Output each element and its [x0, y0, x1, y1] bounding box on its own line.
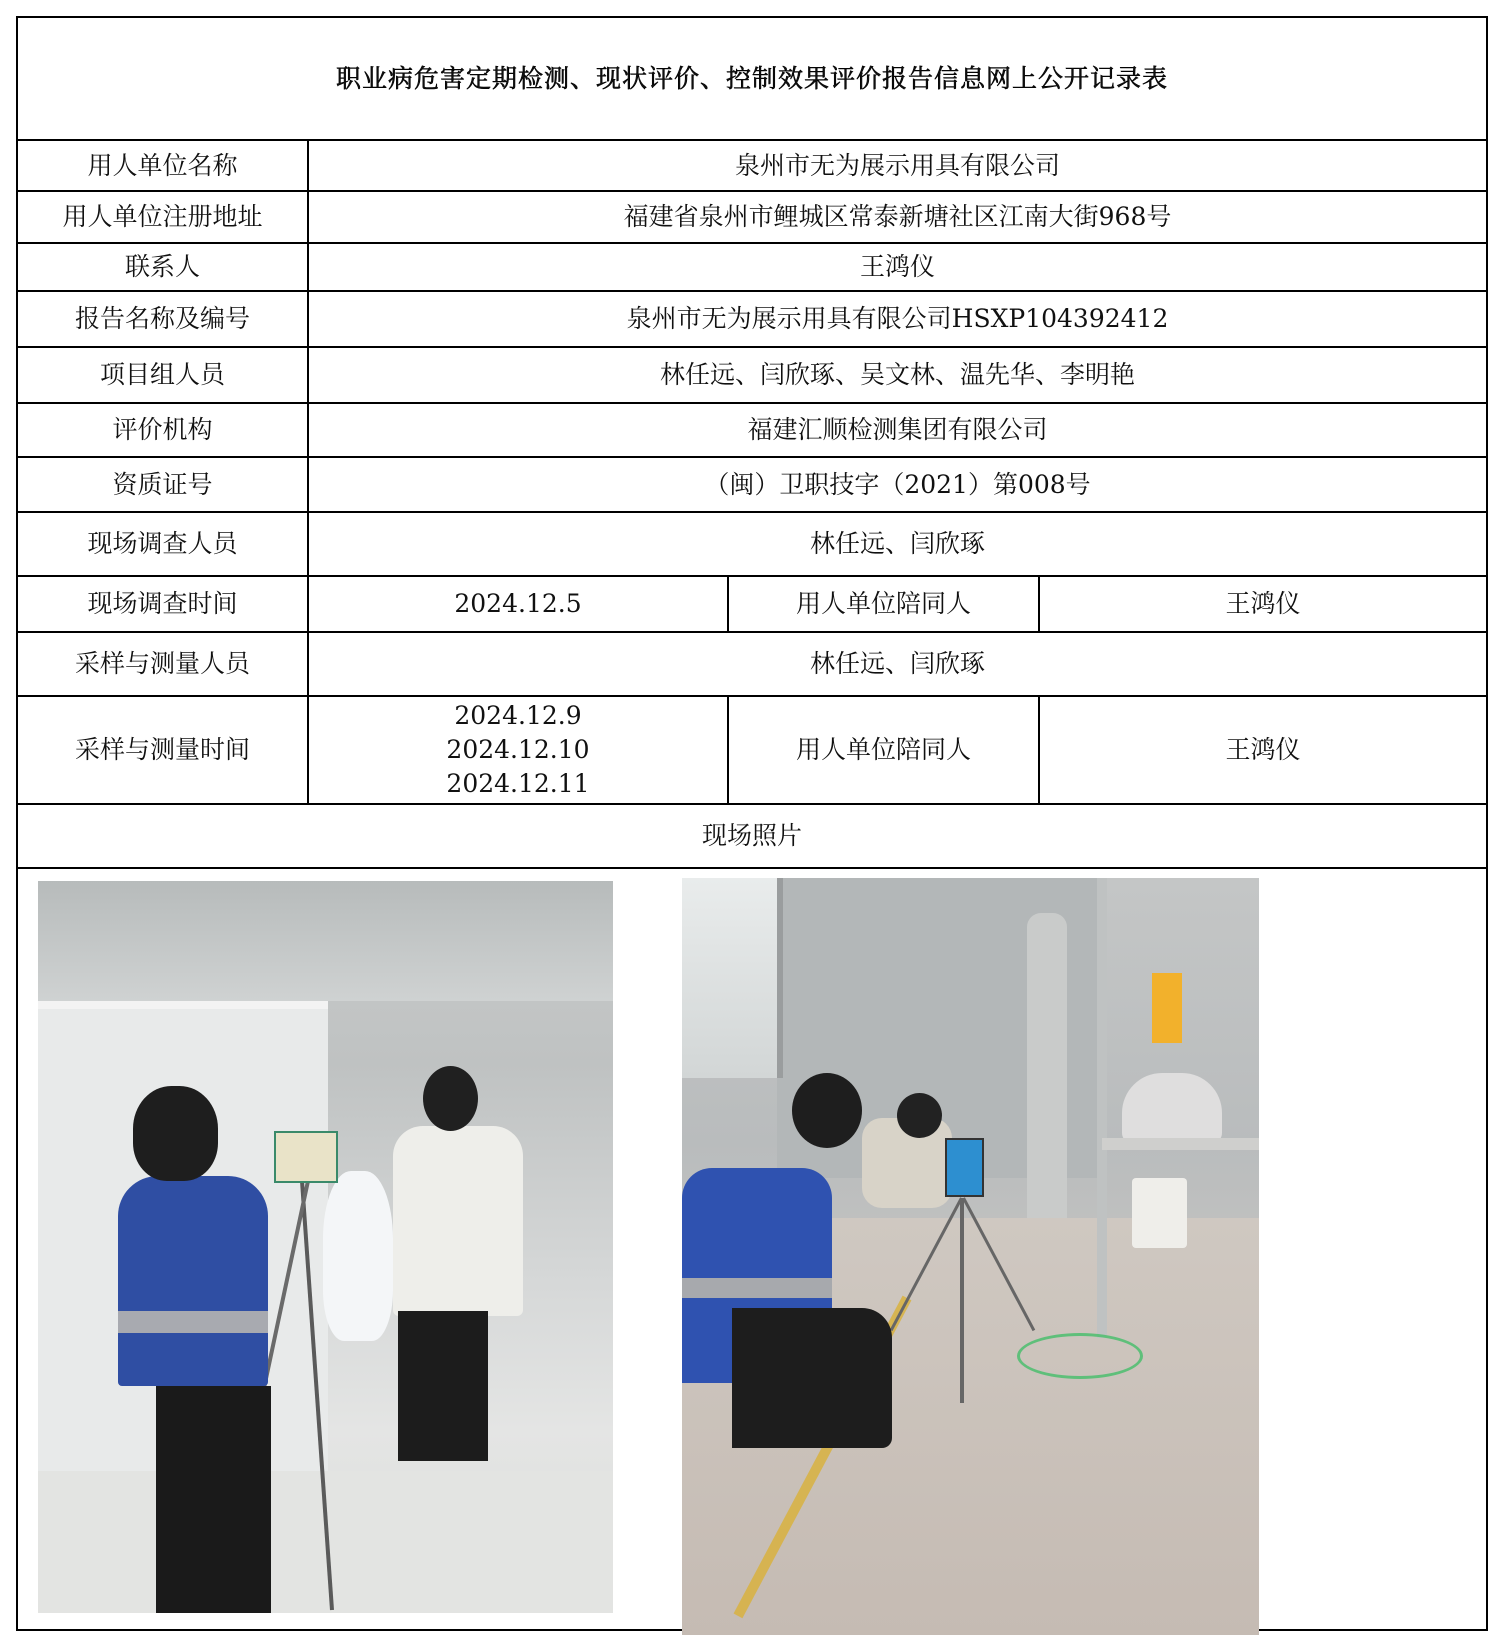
label-qualification: 资质证号 [17, 457, 308, 512]
value-project-team: 林任远、闫欣琢、吴文林、温先华、李明艳 [308, 347, 1487, 403]
inspector-vest-shape [118, 1176, 268, 1386]
value-sampling-companion: 王鸿仪 [1039, 696, 1487, 804]
label-sampling-companion: 用人单位陪同人 [728, 696, 1039, 804]
worker-head-shape [423, 1066, 478, 1131]
mannequin-heads-shape [1122, 1073, 1222, 1143]
vest-stripe-shape [118, 1311, 268, 1333]
table-row [17, 347, 1487, 403]
table-shape [1102, 1138, 1259, 1150]
label-report-name: 报告名称及编号 [17, 291, 308, 347]
worker-shape [393, 1126, 523, 1316]
tripod-leg-shape [960, 1198, 964, 1403]
table-row [17, 804, 1487, 868]
mannequin-shape [323, 1171, 393, 1341]
value-report-name: 泉州市无为展示用具有限公司HSXP104392412 [308, 291, 1487, 347]
flag-shape [1152, 973, 1182, 1043]
inspector-pants-shape [732, 1308, 892, 1448]
value-employer-name: 泉州市无为展示用具有限公司 [308, 140, 1487, 191]
table-row [17, 512, 1487, 576]
value-survey-time: 2024.12.5 [308, 576, 728, 632]
label-contact: 联系人 [17, 243, 308, 291]
label-sampling-time: 采样与测量时间 [17, 696, 308, 804]
value-survey-staff: 林任远、闫欣琢 [308, 512, 1487, 576]
sampling-date-1: 2024.12.9 [454, 701, 582, 730]
inspector-pants-shape [156, 1386, 271, 1613]
label-survey-companion: 用人单位陪同人 [728, 576, 1039, 632]
table-row [17, 291, 1487, 347]
value-contact: 王鸿仪 [308, 243, 1487, 291]
sampling-device-shape [274, 1131, 338, 1183]
inspector-head-shape [133, 1086, 218, 1181]
table-row [17, 140, 1487, 191]
site-photo-2 [682, 878, 1259, 1635]
table-row [17, 403, 1487, 457]
exhaust-pipe-shape [1027, 913, 1067, 1223]
label-evaluation-org: 评价机构 [17, 403, 308, 457]
hose-shape [1017, 1333, 1143, 1379]
inspector-head-shape [792, 1073, 862, 1148]
value-qualification: （闽）卫职技字（2021）第008号 [308, 457, 1487, 512]
page-title [17, 17, 1487, 140]
label-employer-address: 用人单位注册地址 [17, 191, 308, 243]
vest-stripe-shape [682, 1278, 832, 1298]
worker-pants-shape [398, 1311, 488, 1461]
section-site-photos-label: 现场照片 [17, 804, 1487, 868]
worker-head-shape [897, 1093, 942, 1138]
label-employer-name: 用人单位名称 [17, 140, 308, 191]
label-project-team: 项目组人员 [17, 347, 308, 403]
table-row [17, 576, 1487, 632]
table-row [17, 696, 1487, 804]
sampling-device-shape [945, 1138, 984, 1197]
site-photos-cell [17, 868, 1487, 1630]
table-row [17, 243, 1487, 291]
site-photo-1 [38, 881, 613, 1613]
title-text: 职业病危害定期检测、现状评价、控制效果评价报告信息网上公开记录表 [336, 63, 1169, 93]
sampling-date-2: 2024.12.10 [446, 735, 590, 764]
value-sampling-staff: 林任远、闫欣琢 [308, 632, 1487, 696]
value-employer-address: 福建省泉州市鲤城区常泰新塘社区江南大街968号 [308, 191, 1487, 243]
shelf-post-shape [1097, 878, 1107, 1338]
paint-bucket-shape [1132, 1178, 1187, 1248]
window-shape [682, 878, 783, 1078]
label-sampling-staff: 采样与测量人员 [17, 632, 308, 696]
value-evaluation-org: 福建汇顺检测集团有限公司 [308, 403, 1487, 457]
ceiling-shape [38, 881, 613, 1001]
table-row [17, 457, 1487, 512]
value-sampling-time [308, 696, 728, 804]
table-row [17, 191, 1487, 243]
table-row [17, 632, 1487, 696]
label-survey-time: 现场调查时间 [17, 576, 308, 632]
label-survey-staff: 现场调查人员 [17, 512, 308, 576]
disclosure-record-table [16, 16, 1488, 1631]
value-survey-companion: 王鸿仪 [1039, 576, 1487, 632]
sampling-date-3: 2024.12.11 [446, 769, 590, 798]
